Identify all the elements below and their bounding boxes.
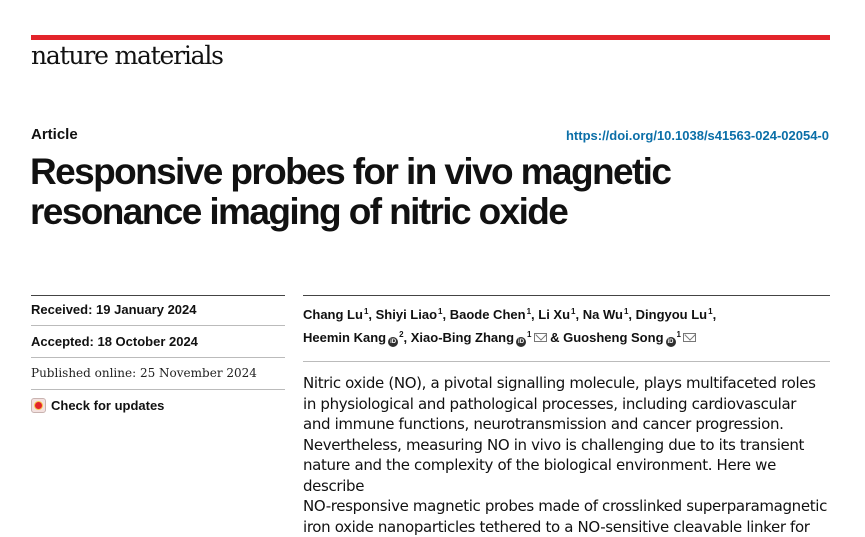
abstract-text: Nitric oxide (NO), a pivotal signalling molecule, plays multifaceted roles in physiological and pathological processes, including cardiovascular and immune functions, neurotransmission and cancer progression. Nevertheless, measuring NO in vivo is challenging due to its transient nature and the complexity of the biological environment. Here we describe NO-responsive magnetic probes made of crosslinked superparamagnetic iron oxide nanoparticles tethered to a NO-sensitive cleavable linker for [303, 374, 827, 536]
author-name[interactable]: Dingyou Lu [635, 307, 708, 322]
article-dates [31, 302, 281, 413]
author-name[interactable]: Shiyi Liao [375, 307, 438, 322]
journal-top-bar [31, 35, 830, 40]
orcid-icon[interactable]: iD [390, 339, 397, 345]
crossmark-icon [31, 398, 46, 413]
author-name[interactable]: Heemin Kang [303, 330, 387, 345]
check-for-updates-label: Check for updates [51, 398, 165, 413]
accepted-date: Accepted: 18 October 2024 [31, 334, 198, 349]
email-icon[interactable] [534, 333, 547, 342]
author-name[interactable]: Xiao-Bing Zhang [410, 330, 515, 345]
orcid-icon[interactable]: iD [667, 339, 674, 345]
affiliation-marker[interactable]: 1 [526, 307, 532, 316]
divider-right [303, 295, 830, 296]
affiliation-marker[interactable]: 1 [571, 307, 576, 316]
author-name[interactable]: Na Wu [582, 307, 623, 322]
divider-left [31, 295, 285, 296]
doi-link[interactable]: https://doi.org/10.1038/s41563-024-02054-0 [565, 128, 829, 143]
article-type: Article [31, 126, 78, 143]
check-for-updates-button[interactable] [31, 398, 281, 413]
date-divider [31, 389, 285, 390]
author-name[interactable]: Li Xu [538, 307, 571, 322]
title-line-2: resonance imaging of nitric oxide [30, 191, 568, 232]
title-line-1: Responsive probes for in vivo magnetic [30, 151, 671, 192]
abstract-divider [303, 361, 830, 362]
article-title [30, 152, 830, 232]
affiliation-marker[interactable]: 1 [623, 307, 629, 316]
affiliation-marker[interactable]: 1 [527, 330, 532, 339]
date-divider [31, 325, 285, 326]
date-divider [31, 357, 285, 358]
received-date: Received: 19 January 2024 [31, 302, 197, 317]
author-list: Chang Lu$^1$, Shiyi Liao$^1$, Baode Chen$^1$, Li Xu$^1$, Na Wu$^1$, Dingyou Lu$^1$, Heemin Kang $iD^2$, Xiao-Bing Zhang $iD^1$ & Guosheng Song $iD^1$ [303, 307, 717, 345]
author-name[interactable]: Baode Chen [449, 307, 526, 322]
affiliation-marker[interactable]: 2 [399, 330, 404, 339]
affiliation-marker[interactable]: 1 [676, 330, 681, 339]
email-icon[interactable] [683, 333, 696, 342]
published-date: Published online: 25 November 2024 [31, 366, 257, 380]
affiliation-marker[interactable]: 1 [438, 307, 443, 316]
orcid-icon[interactable]: iD [518, 339, 525, 345]
author-name[interactable]: Guosheng Song [563, 330, 664, 345]
affiliation-marker[interactable]: 1 [363, 307, 369, 316]
journal-logo[interactable]: nature materials [31, 41, 223, 70]
author-name[interactable]: Chang Lu [303, 307, 363, 322]
affiliation-marker[interactable]: 1 [708, 307, 713, 316]
